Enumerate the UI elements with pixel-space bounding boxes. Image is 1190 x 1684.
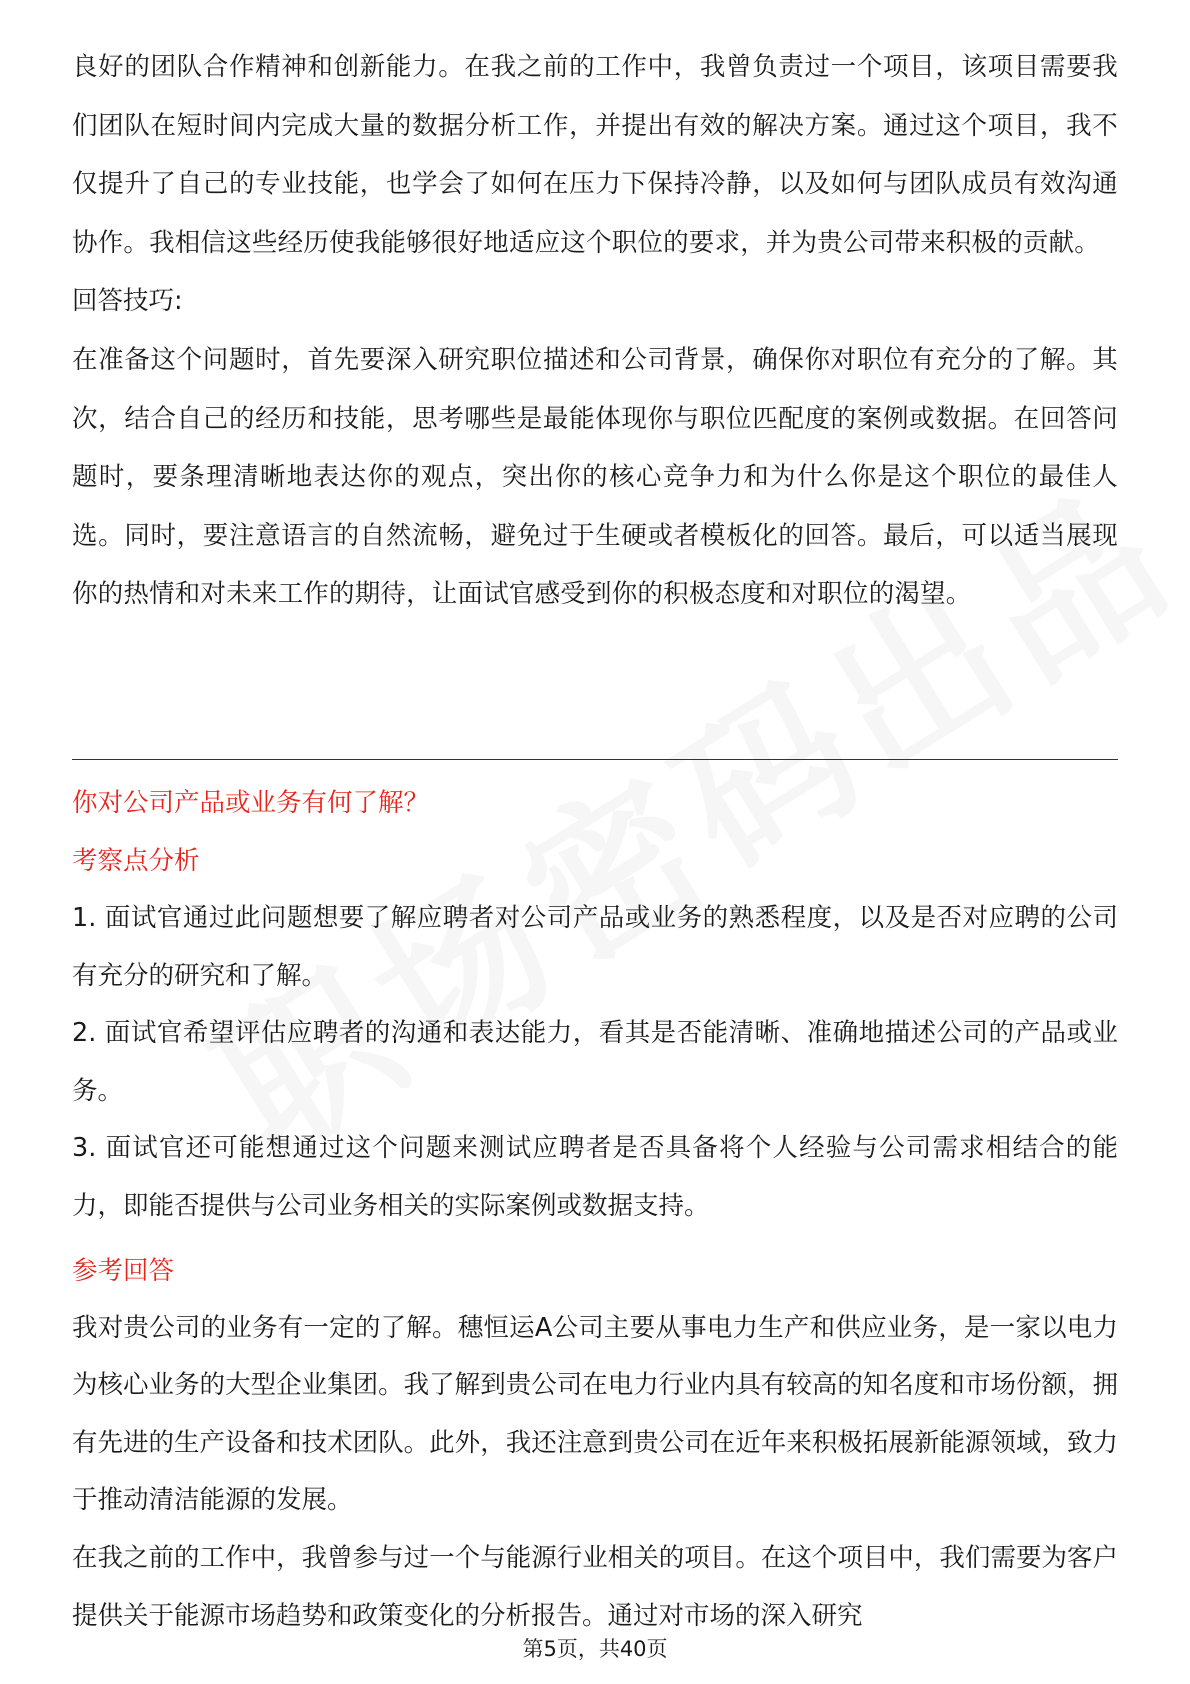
tips-paragraph: 在准备这个问题时，首先要深入研究职位描述和公司背景，确保你对职位有充分的了解。其次，结合自己的经历和技能，思考哪些是最能体现你与职位匹配度的案例或数据。在回答问题时，要条理清晰地表达你的观点，突出你的核心竞争力和为什么你是这个职位的最佳人选。同时，要注意语言的自然流畅，避免过于生硬或者模板化的回答。最后，可以适当展现你的热情和对未来工作的期待，让面试官感受到你的积极态度和对职位的渴望。 <box>72 344 1118 610</box>
analysis-heading: 考察点分析 <box>72 846 200 876</box>
section-previous-answer <box>72 38 1118 624</box>
answer-heading: 参考回答 <box>72 1255 175 1286</box>
answer-paragraph: 我对贵公司的业务有一定的了解。穗恒运A公司主要从事电力生产和供应业务，是一家以电力为核心业务的大型企业集团。我了解到贵公司在电力行业内具有较高的知名度和市场份额，拥有先进的生产设备和技术团队。此外，我还注意到贵公司在近年来积极拓展新能源领域，致力于推动清洁能源的发展。 <box>72 1312 1118 1516</box>
section-divider <box>72 759 1118 760</box>
question-title: 你对公司产品或业务有何了解？ <box>72 788 430 818</box>
answer-paragraph: 在我之前的工作中，我曾参与过一个与能源行业相关的项目。在这个项目中，我们需要为客户提供关于能源市场趋势和政策变化的分析报告。通过对市场的深入研究 <box>72 1542 1118 1631</box>
section-question <box>72 774 1118 1645</box>
tips-label: 回答技巧: <box>72 286 183 317</box>
analysis-item: 2. 面试官希望评估应聘者的沟通和表达能力，看其是否能清晰、准确地描述公司的产品或业务。 <box>72 1018 1118 1106</box>
analysis-item: 3. 面试官还可能想通过这个问题来测试应聘者是否具备将个人经验与公司需求相结合的能力，即能否提供与公司业务相关的实际案例或数据支持。 <box>72 1133 1118 1221</box>
page-number: 第5页，共40页 <box>522 1637 668 1661</box>
analysis-item: 1. 面试官通过此问题想要了解应聘者对公司产品或业务的熟悉程度，以及是否对应聘的公司有充分的研究和了解。 <box>72 903 1118 991</box>
answer-paragraph: 良好的团队合作精神和创新能力。在我之前的工作中，我曾负责过一个项目，该项目需要我们团队在短时间内完成大量的数据分析工作，并提出有效的解决方案。通过这个项目，我不仅提升了自己的专业技能，也学会了如何在压力下保持冷静，以及如何与团队成员有效沟通协作。我相信这些经历使我能够很好地适应这个职位的要求，并为贵公司带来积极的贡献。 <box>72 52 1118 258</box>
